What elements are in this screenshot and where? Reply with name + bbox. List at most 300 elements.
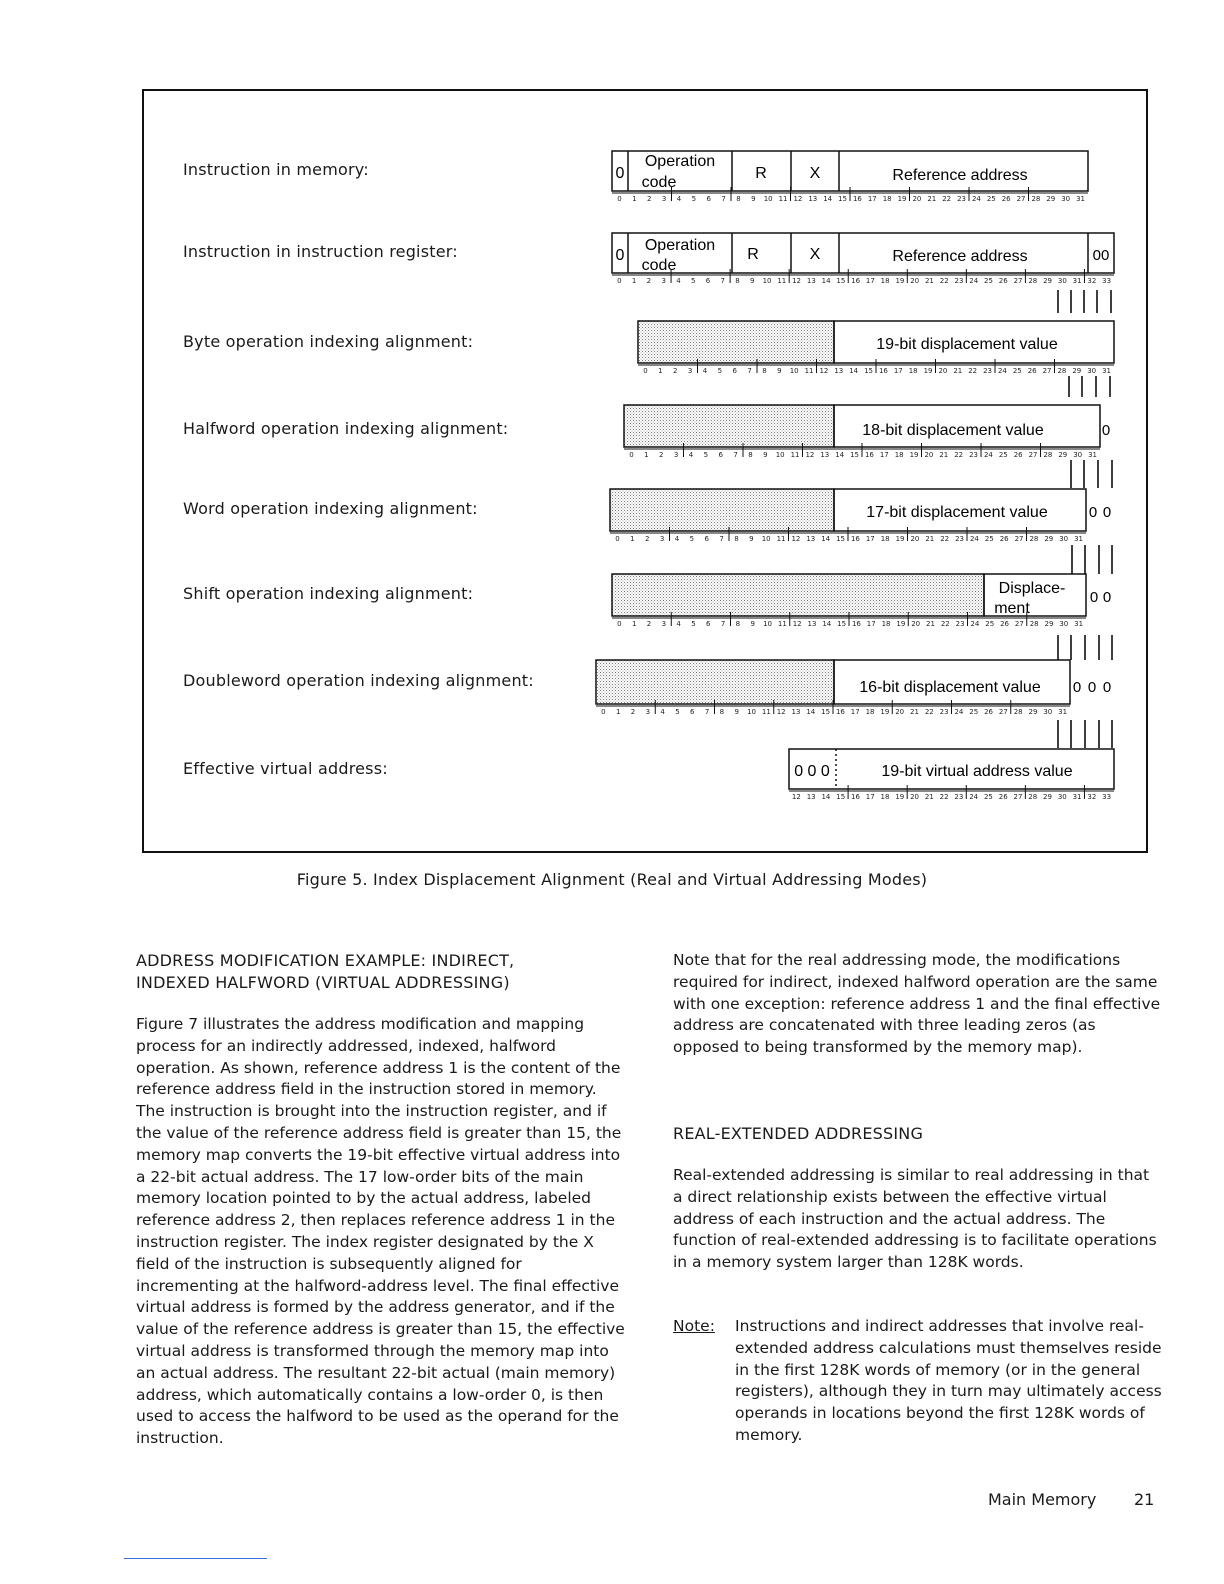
bit-number: 5 xyxy=(717,367,723,375)
bit-number: 22 xyxy=(954,451,964,459)
bit-number: 25 xyxy=(984,535,994,543)
doubleword-low-zero-2: 0 xyxy=(1087,679,1097,696)
bit-number: 5 xyxy=(691,620,696,628)
bit-number: 7 xyxy=(720,277,725,285)
bit-number: 10 xyxy=(789,367,799,375)
bit-number: 25 xyxy=(998,451,1008,459)
bit-number: 12 xyxy=(805,451,815,459)
bit-number: 18 xyxy=(865,708,875,716)
bit-number: 17 xyxy=(893,367,903,375)
real-extended-paragraph: Real-extended addressing is similar to real addressing in that a direct relationship exists between the effective virtual address of each instruction and the actual address. The function of real-extended addressing is to facilitate operations in a memory system larger than 128K words. xyxy=(673,1165,1157,1272)
bit-number: 29 xyxy=(1044,535,1054,543)
bit-number: 30 xyxy=(1073,451,1083,459)
bit-number: 20 xyxy=(895,708,905,716)
bit-number: 23 xyxy=(939,708,949,716)
bit-number: 2 xyxy=(658,451,664,459)
bit-number: 9 xyxy=(750,277,755,285)
bit-number: 7 xyxy=(721,195,726,203)
bit-number: 33 xyxy=(1102,793,1112,801)
bit-number: 5 xyxy=(703,451,709,459)
footer-rule xyxy=(124,1558,267,1559)
bit-number: 15 xyxy=(850,451,860,459)
bit-number: 29 xyxy=(1043,277,1053,285)
bit-number: 12 xyxy=(793,195,803,203)
bit-number: 1 xyxy=(615,708,621,716)
opcode-label-1: Operation xyxy=(644,153,716,170)
bit-number: 11 xyxy=(804,367,814,375)
indirect-bit-register: 0 xyxy=(615,247,625,264)
row-label-halfword: Halfword operation indexing alignment: xyxy=(183,419,509,438)
register-trailing-zeros: 00 xyxy=(1092,247,1110,264)
bit-number: 26 xyxy=(1000,620,1009,628)
bit-number: 22 xyxy=(942,195,952,203)
bit-number: 12 xyxy=(776,708,786,716)
bit-number: 27 xyxy=(1013,793,1023,801)
bit-number: 14 xyxy=(823,195,833,203)
figure-caption: Figure 5. Index Displacement Alignment (Real and Virtual Addressing Modes) xyxy=(296,870,928,889)
bit-number: 4 xyxy=(688,451,694,459)
bit-number: 19 xyxy=(895,535,905,543)
bit-number: 18 xyxy=(894,451,904,459)
bit-number: 28 xyxy=(1029,620,1039,628)
bit-number: 26 xyxy=(1027,367,1037,375)
bit-number: 20 xyxy=(924,451,934,459)
bit-number: 18 xyxy=(881,620,891,628)
r-field-register: R xyxy=(747,246,759,263)
bit-number: 30 xyxy=(1087,367,1097,375)
bit-number: 25 xyxy=(984,277,993,285)
bit-number: 28 xyxy=(1013,708,1023,716)
bit-number: 27 xyxy=(1014,620,1024,628)
doubleword-displacement-value: 16-bit displacement value xyxy=(859,679,1041,696)
bit-number: 27 xyxy=(1014,535,1024,543)
bit-number: 31 xyxy=(1058,708,1068,716)
bit-number: 14 xyxy=(822,620,832,628)
bit-number: 3 xyxy=(661,620,667,628)
bit-number: 24 xyxy=(969,277,979,285)
bit-number: 30 xyxy=(1057,793,1067,801)
bit-number: 3 xyxy=(645,708,651,716)
bit-number: 24 xyxy=(983,451,993,459)
bit-number: 30 xyxy=(1061,195,1071,203)
bit-number: 24 xyxy=(970,620,980,628)
bit-number: 8 xyxy=(735,620,741,628)
shift-displacement-2: ment xyxy=(994,600,1030,617)
bit-number: 14 xyxy=(835,451,845,459)
bit-number: 20 xyxy=(910,535,920,543)
row-label-byte: Byte operation indexing alignment: xyxy=(183,332,474,351)
doubleword-low-zero-3: 0 xyxy=(1102,679,1112,696)
bit-number: 31 xyxy=(1072,793,1082,801)
x-field-register: X xyxy=(809,246,821,263)
bit-number: 19 xyxy=(896,620,906,628)
bit-number: 12 xyxy=(792,277,802,285)
note-block xyxy=(673,1316,1163,1447)
bit-number: 10 xyxy=(747,708,756,716)
bit-number: 25 xyxy=(983,793,993,801)
bit-number: 3 xyxy=(687,367,693,375)
bit-number: 21 xyxy=(926,620,935,628)
bit-number: 30 xyxy=(1059,535,1069,543)
bit-number: 4 xyxy=(676,277,681,285)
bit-number: 28 xyxy=(1028,793,1038,801)
bit-number: 24 xyxy=(997,367,1007,375)
bit-number: 10 xyxy=(775,451,785,459)
bit-number: 10 xyxy=(763,195,773,203)
opcode-register-1: Operation xyxy=(644,237,716,254)
halfword-displacement-value: 18-bit displacement value xyxy=(862,422,1044,439)
bit-number: 19 xyxy=(895,277,905,285)
bit-number: 3 xyxy=(673,451,679,459)
bit-number: 7 xyxy=(747,367,752,375)
bit-number: 21 xyxy=(924,793,934,801)
bit-number: 11 xyxy=(790,451,800,459)
bit-number: 11 xyxy=(777,277,787,285)
bit-number: 15 xyxy=(837,620,847,628)
bit-number: 4 xyxy=(676,195,682,203)
bit-number: 16 xyxy=(851,277,861,285)
bit-number: 28 xyxy=(1043,451,1053,459)
row-label-shift: Shift operation indexing alignment: xyxy=(183,584,474,603)
bit-number: 7 xyxy=(719,535,724,543)
bit-number: 22 xyxy=(924,708,934,716)
bit-number: 19 xyxy=(897,195,907,203)
bit-number: 18 xyxy=(908,367,918,375)
real-addressing-note-paragraph: Note that for the real addressing mode, the modifications required for indirect, indexed halfword operation are the same with one exception: reference address 1 and the final effective address are concatenated with three leading zeros (as opposed to being transformed by the memory map). xyxy=(673,951,1161,1057)
bit-number: 16 xyxy=(864,451,874,459)
bit-number: 16 xyxy=(851,793,860,801)
row-label-instruction-register: Instruction in instruction register: xyxy=(183,242,458,261)
bit-number: 26 xyxy=(984,708,993,716)
bit-number: 9 xyxy=(751,195,756,203)
heading-line-2: INDEXED HALFWORD (VIRTUAL ADDRESSING) xyxy=(136,973,510,992)
bit-number: 11 xyxy=(776,535,786,543)
bit-number: 23 xyxy=(969,451,979,459)
bit-number: 13 xyxy=(806,535,816,543)
bit-number: 9 xyxy=(777,367,782,375)
bit-number: 25 xyxy=(969,708,979,716)
bit-number: 16 xyxy=(852,195,862,203)
bit-number: 10 xyxy=(762,277,772,285)
bit-number: 31 xyxy=(1076,195,1086,203)
bit-number: 29 xyxy=(1072,367,1082,375)
bit-number: 32 xyxy=(1087,793,1097,801)
bit-number: 31 xyxy=(1074,620,1084,628)
word-low-zero-2: 0 xyxy=(1102,504,1112,521)
bit-number: 13 xyxy=(806,793,816,801)
bit-number: 1 xyxy=(644,451,649,459)
halfword-low-zero: 0 xyxy=(1101,422,1111,439)
bit-number: 18 xyxy=(880,535,890,543)
bit-number: 3 xyxy=(661,277,666,285)
bit-number: 31 xyxy=(1072,277,1082,285)
bit-number: 9 xyxy=(750,620,755,628)
bit-number: 19 xyxy=(895,793,905,801)
bit-number: 6 xyxy=(705,277,711,285)
bit-number: 24 xyxy=(954,708,964,716)
bit-number: 17 xyxy=(866,620,876,628)
bit-number: 11 xyxy=(778,195,788,203)
bit-number: 31 xyxy=(1088,451,1098,459)
bit-number: 3 xyxy=(659,535,665,543)
bit-number: 28 xyxy=(1031,195,1041,203)
bit-number: 12 xyxy=(791,535,801,543)
bit-number: 1 xyxy=(630,535,635,543)
bit-number: 28 xyxy=(1057,367,1067,375)
bit-number: 21 xyxy=(925,535,935,543)
bit-number: 9 xyxy=(749,535,754,543)
bit-number: 9 xyxy=(763,451,768,459)
bit-number: 18 xyxy=(880,793,890,801)
bit-number: 29 xyxy=(1046,195,1056,203)
bit-number: 2 xyxy=(630,708,636,716)
shift-displacement-1: Displace- xyxy=(998,580,1066,597)
bit-number: 1 xyxy=(658,367,663,375)
bit-number: 23 xyxy=(955,535,965,543)
bit-number: 2 xyxy=(646,620,652,628)
bit-number: 26 xyxy=(1001,195,1011,203)
bit-number: 1 xyxy=(631,620,637,628)
bit-number: 23 xyxy=(983,367,993,375)
bit-number: 5 xyxy=(691,195,697,203)
x-field: X xyxy=(809,165,821,182)
bit-number: 15 xyxy=(838,195,848,203)
bit-number: 2 xyxy=(646,195,652,203)
bit-number: 11 xyxy=(777,620,787,628)
bit-number: 13 xyxy=(820,451,830,459)
bit-number: 17 xyxy=(879,451,889,459)
shift-low-zero-2: 0 xyxy=(1102,589,1112,606)
bit-number: 7 xyxy=(733,451,738,459)
bit-number: 33 xyxy=(1102,277,1112,285)
bit-number: 30 xyxy=(1059,620,1069,628)
note-label: Note: xyxy=(673,1316,715,1335)
bit-number: 19 xyxy=(880,708,890,716)
bit-number: 17 xyxy=(867,195,877,203)
bit-number: 27 xyxy=(1042,367,1052,375)
byte-displacement-value: 19-bit displacement value xyxy=(876,336,1058,353)
bit-number: 15 xyxy=(821,708,831,716)
bit-number: 7 xyxy=(704,708,710,716)
bit-number: 7 xyxy=(720,620,726,628)
row-label-doubleword: Doubleword operation indexing alignment: xyxy=(183,671,534,690)
bit-number: 6 xyxy=(704,535,709,543)
bit-number: 16 xyxy=(850,535,860,543)
bit-number: 13 xyxy=(791,708,801,716)
bit-number: 0 xyxy=(601,708,606,716)
left-column xyxy=(136,950,626,1470)
bit-number: 6 xyxy=(706,620,711,628)
bit-number: 16 xyxy=(878,367,888,375)
section-heading-real-extended: REAL-EXTENDED ADDRESSING xyxy=(673,1123,924,1143)
row-label-effective-address: Effective virtual address: xyxy=(183,759,388,778)
bit-number: 26 xyxy=(999,535,1009,543)
bit-number: 24 xyxy=(971,195,981,203)
bit-number: 0 xyxy=(643,367,648,375)
bit-number: 21 xyxy=(939,451,949,459)
bit-number: 26 xyxy=(998,277,1008,285)
bit-number: 17 xyxy=(865,535,875,543)
bit-number: 3 xyxy=(661,195,667,203)
bit-number: 8 xyxy=(762,367,767,375)
running-footer-title: Main Memory xyxy=(988,1490,1097,1509)
section-heading-address-modification xyxy=(136,950,626,994)
bit-number: 6 xyxy=(690,708,695,716)
bit-number: 22 xyxy=(940,620,950,628)
bit-number: 13 xyxy=(807,620,817,628)
bit-number: 21 xyxy=(924,277,934,285)
bit-number: 17 xyxy=(850,708,860,716)
address-modification-paragraph: Figure 7 illustrates the address modification and mapping process for an indirectly addressed, indexed, halfword operation. As shown, reference address 1 is the content of the reference address field in the instruction stored in memory. The instruction is brought into the instruction register, and if the value of the reference address field is greater than 15, the memory map converts the 19-bit effective virtual address into a 22-bit actual address. The 17 low-order bits of the main memory location pointed to by the actual address, labeled reference address 2, then replaces reference address 1 in the instruction register. The index register designated by the X field of the instruction is subsequently aligned for incrementing at the halfword-address level. The final effective virtual address is formed by the address generator, and if the value of the reference address is greater than 15, the effective virtual address is transformed through the memory map into an actual address. The resultant 22-bit actual (main memory) address, which automatically contains a low-order 0, is then used to access the halfword to be used as the operand for the instruction. xyxy=(136,1015,625,1448)
bit-number: 27 xyxy=(1016,195,1026,203)
heading-line-1: ADDRESS MODIFICATION EXAMPLE: INDIRECT, xyxy=(136,951,515,970)
bit-number: 29 xyxy=(1044,620,1054,628)
bit-number: 25 xyxy=(1012,367,1022,375)
bit-number: 18 xyxy=(880,277,890,285)
bit-number: 0 xyxy=(615,535,620,543)
indirect-bit: 0 xyxy=(615,165,625,182)
bit-number: 18 xyxy=(882,195,892,203)
bit-number: 22 xyxy=(940,535,950,543)
bit-number: 0 xyxy=(617,277,622,285)
bit-number: 27 xyxy=(1013,277,1023,285)
bit-number: 8 xyxy=(719,708,725,716)
bit-number: 12 xyxy=(792,620,802,628)
bit-number: 5 xyxy=(675,708,680,716)
reference-address-register: Reference address xyxy=(892,248,1028,265)
bit-number: 8 xyxy=(735,277,740,285)
bit-number: 25 xyxy=(986,195,996,203)
bit-number: 22 xyxy=(939,793,949,801)
bit-number: 14 xyxy=(806,708,816,716)
bit-number: 24 xyxy=(969,535,979,543)
word-low-zero-1: 0 xyxy=(1088,504,1098,521)
bit-number: 8 xyxy=(734,535,739,543)
page-number: 21 xyxy=(1134,1490,1155,1509)
right-column xyxy=(673,950,1163,1447)
bit-number: 9 xyxy=(734,708,739,716)
bit-number: 20 xyxy=(910,277,920,285)
row-label-word: Word operation indexing alignment: xyxy=(183,499,478,518)
bit-number: 21 xyxy=(927,195,937,203)
bit-number: 17 xyxy=(865,277,875,285)
bit-number: 28 xyxy=(1028,277,1038,285)
bit-number: 6 xyxy=(732,367,737,375)
bit-number: 29 xyxy=(1058,451,1068,459)
bit-number: 8 xyxy=(748,451,753,459)
bit-number: 14 xyxy=(821,535,831,543)
bit-number: 4 xyxy=(676,620,681,628)
bit-number: 27 xyxy=(1028,451,1038,459)
bit-number: 20 xyxy=(938,367,948,375)
bit-number: 32 xyxy=(1087,277,1097,285)
r-field: R xyxy=(755,165,767,182)
note-text: Instructions and indirect addresses that involve real-extended address calculations must themselves reside in the first 128K words of memory (or in the general registers), although they in turn may ultimately access operands in locations beyond the first 128K words of memory. xyxy=(735,1316,1162,1444)
opcode-label-2: code xyxy=(641,174,677,191)
bit-number: 14 xyxy=(821,793,831,801)
bit-number: 4 xyxy=(674,535,680,543)
reference-address-field: Reference address xyxy=(892,167,1028,184)
bit-number: 15 xyxy=(836,535,846,543)
bit-number: 5 xyxy=(690,277,696,285)
bit-number: 1 xyxy=(632,195,637,203)
bit-number: 17 xyxy=(865,793,875,801)
bit-number: 30 xyxy=(1057,277,1067,285)
bit-number: 1 xyxy=(631,277,637,285)
bit-number: 12 xyxy=(819,367,829,375)
bit-number: 14 xyxy=(821,277,831,285)
bit-number: 15 xyxy=(836,277,846,285)
bit-number: 2 xyxy=(646,277,652,285)
bit-number: 4 xyxy=(702,367,708,375)
doubleword-low-zero-1: 0 xyxy=(1072,679,1082,696)
bit-number: 24 xyxy=(969,793,979,801)
bit-number: 31 xyxy=(1074,535,1084,543)
bit-number: 6 xyxy=(706,195,711,203)
opcode-register-2: code xyxy=(641,257,677,274)
bit-number: 4 xyxy=(660,708,665,716)
word-displacement-value: 17-bit displacement value xyxy=(866,504,1048,521)
row-label-memory: Instruction in memory: xyxy=(183,160,369,179)
bit-number: 22 xyxy=(939,277,949,285)
bit-number: 8 xyxy=(736,195,741,203)
bit-number: 21 xyxy=(953,367,963,375)
bit-number: 16 xyxy=(835,708,845,716)
bit-number: 27 xyxy=(998,708,1008,716)
bit-number: 0 xyxy=(617,620,622,628)
bit-number: 23 xyxy=(957,195,967,203)
bit-number: 29 xyxy=(1043,793,1052,801)
bit-number: 10 xyxy=(761,535,771,543)
bit-number: 0 xyxy=(629,451,634,459)
bit-number: 13 xyxy=(806,277,816,285)
bit-number: 20 xyxy=(912,195,922,203)
bit-number: 25 xyxy=(985,620,995,628)
effective-leading-zeros: 0 0 0 xyxy=(794,763,830,780)
bit-number: 28 xyxy=(1029,535,1039,543)
bit-number: 23 xyxy=(954,793,964,801)
bit-number: 6 xyxy=(718,451,723,459)
bit-number: 2 xyxy=(672,367,678,375)
bit-number: 14 xyxy=(849,367,859,375)
bit-number: 23 xyxy=(955,620,965,628)
bit-number: 20 xyxy=(911,620,921,628)
bit-number: 19 xyxy=(923,367,933,375)
bit-number: 26 xyxy=(998,793,1008,801)
bit-number: 23 xyxy=(954,277,964,285)
bit-number: 2 xyxy=(644,535,650,543)
bit-number: 19 xyxy=(909,451,919,459)
bit-number: 26 xyxy=(1013,451,1023,459)
effective-address-value: 19-bit virtual address value xyxy=(881,763,1073,780)
bit-number: 0 xyxy=(617,195,622,203)
bit-number: 13 xyxy=(834,367,844,375)
bit-number: 12 xyxy=(791,793,801,801)
bit-number: 29 xyxy=(1028,708,1038,716)
bit-number: 16 xyxy=(851,620,861,628)
bit-number: 20 xyxy=(910,793,920,801)
bit-number: 21 xyxy=(910,708,919,716)
bit-number: 15 xyxy=(864,367,874,375)
bit-number: 11 xyxy=(761,708,771,716)
bit-number: 10 xyxy=(763,620,772,628)
bit-number: 31 xyxy=(1102,367,1112,375)
bit-number: 30 xyxy=(1043,708,1053,716)
bit-number: 5 xyxy=(689,535,695,543)
bit-number: 15 xyxy=(836,793,846,801)
bit-number: 22 xyxy=(968,367,978,375)
bit-number: 13 xyxy=(808,195,818,203)
